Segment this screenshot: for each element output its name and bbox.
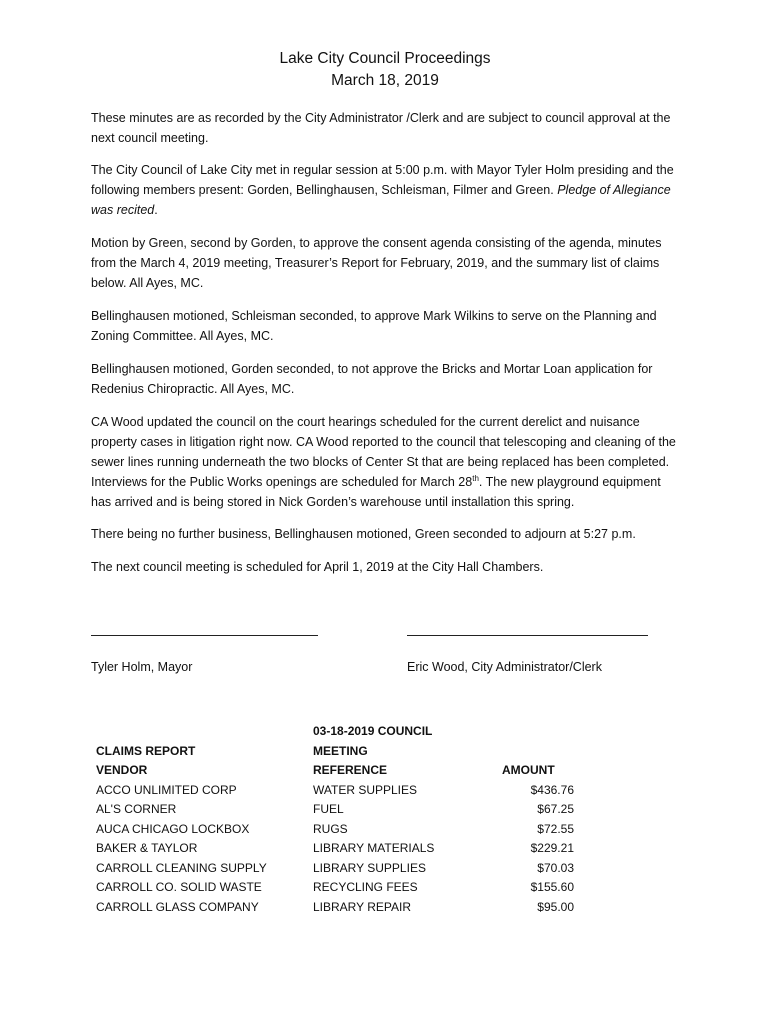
amount-cell: $229.21 [530, 841, 574, 855]
amount-cell: $436.76 [530, 782, 574, 797]
reference-cell: RECYCLING FEES [313, 880, 418, 894]
column-header-vendor: VENDOR [96, 763, 148, 777]
paragraph-ca-update: CA Wood updated the council on the court hearings scheduled for the current derelict and nuisance property cases in litigation right now. CA Wood reported to the council that telescoping and cleaning of the sewer lines running underneath the two blocks of Center St that are being replaced has been completed. Interviews for the Public Works openings are scheduled for March 28th. The new playground equipment has arrived and is being stored in Nick Gorden’s warehouse until installation this spring. [91, 415, 676, 509]
clerk-name: Eric Wood, City Administrator/Clerk [407, 660, 602, 674]
column-header-reference: REFERENCE [313, 763, 388, 777]
vendor-cell: AL'S CORNER [96, 802, 177, 816]
document-date: March 18, 2019 [331, 72, 439, 89]
vendor-cell: ACCO UNLIMITED CORP [96, 782, 237, 797]
reference-cell: RUGS [313, 821, 348, 836]
mayor-name: Tyler Holm, Mayor [91, 660, 193, 674]
vendor-cell: CARROLL CO. SOLID WASTE [96, 880, 262, 894]
paragraph-adjourn: There being no further business, Bellinghausen motioned, Green seconded to adjourn at 5:27 p.m. [91, 527, 636, 541]
meeting-label-line2: MEETING [313, 743, 368, 758]
clerk-signature-line [407, 635, 648, 636]
amount-cell: $70.03 [537, 860, 574, 875]
amount-cell: $95.00 [537, 899, 574, 914]
pledge-text: Pledge of Allegiance was recited [91, 183, 671, 217]
reference-cell: FUEL [313, 802, 344, 816]
meeting-label-line1: 03-18-2019 COUNCIL [313, 724, 433, 738]
amount-cell: $155.60 [530, 880, 574, 894]
mayor-signature-line [91, 635, 318, 636]
reference-cell: WATER SUPPLIES [313, 782, 418, 797]
vendor-cell: CARROLL GLASS COMPANY [96, 899, 259, 914]
paragraph-next-meeting: The next council meeting is scheduled for April 1, 2019 at the City Hall Chambers. [91, 560, 544, 574]
paragraph-roll-call: The City Council of Lake City met in regular session at 5:00 p.m. with Mayor Tyler Holm presiding and the following members present: Gorden, Bellinghausen, Schleisman, Filmer and Green. Pledge of Allegiance was recited. [91, 163, 674, 217]
paragraph-planning-zoning: Bellinghausen motioned, Schleisman seconded, to approve Mark Wilkins to serve on the Planning and Zoning Committee. All Ayes, MC. [91, 309, 657, 343]
document-title-block [0, 48, 770, 92]
column-header-amount: AMOUNT [502, 763, 555, 777]
paragraph-consent-agenda: Motion by Green, second by Gorden, to approve the consent agenda consisting of the agenda, minutes from the March 4, 2019 meeting, Treasurer’s Report for February, 2019, and the summary list of claims below. All Ayes, MC. [91, 236, 662, 290]
paragraph-loan-application: Bellinghausen motioned, Gorden seconded, to not approve the Bricks and Mortar Loan application for Redenius Chiropractic. All Ayes, MC. [91, 362, 653, 396]
reference-cell: LIBRARY MATERIALS [313, 841, 435, 855]
document-title: Lake City Council Proceedings [279, 50, 491, 67]
paragraph-approval-note: These minutes are as recorded by the City Administrator /Clerk and are subject to council approval at the next council meeting. [91, 111, 671, 145]
vendor-cell: CARROLL CLEANING SUPPLY [96, 860, 267, 875]
vendor-cell: BAKER & TAYLOR [96, 841, 198, 855]
claims-report-title: CLAIMS REPORT [96, 743, 196, 758]
amount-cell: $67.25 [537, 802, 574, 816]
amount-cell: $72.55 [537, 821, 574, 836]
vendor-cell: AUCA CHICAGO LOCKBOX [96, 821, 250, 836]
reference-cell: LIBRARY REPAIR [313, 899, 412, 914]
reference-cell: LIBRARY SUPPLIES [313, 860, 426, 875]
